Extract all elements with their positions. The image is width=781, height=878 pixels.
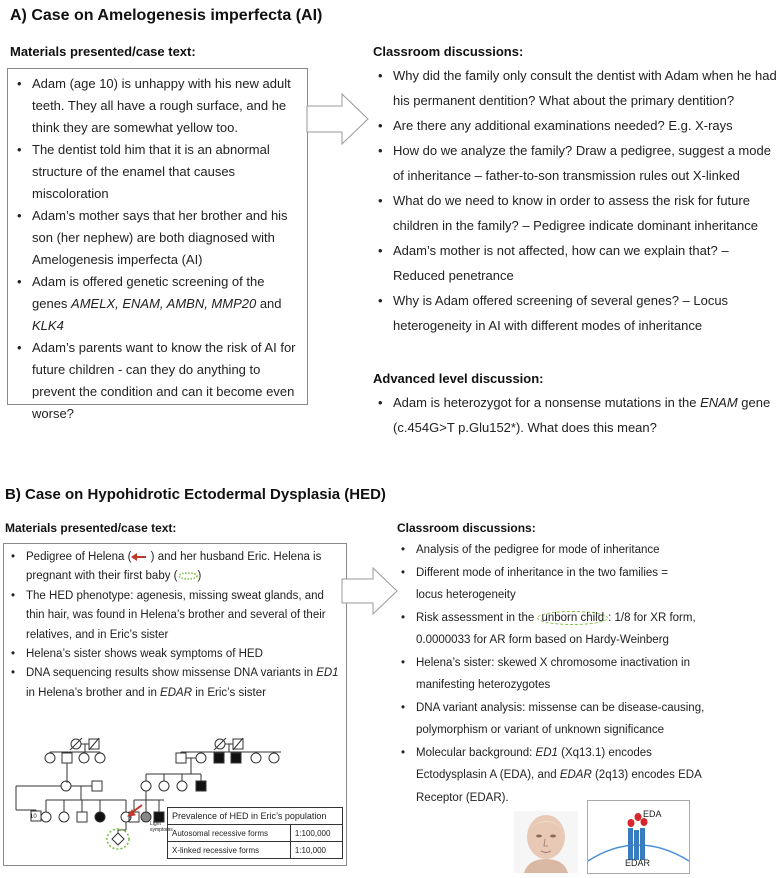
table-row [168, 808, 343, 825]
list-item [373, 288, 778, 338]
discussion-text: Helena’s sister: skewed X chromosome inactivation in manifesting heterozygotes [416, 656, 690, 691]
list-item [12, 205, 299, 271]
edar-label: EDAR [625, 858, 651, 868]
list-item [12, 337, 299, 425]
right-arrow-icon [341, 566, 399, 616]
section-a-materials-box [7, 68, 308, 421]
materials-text: The dentist told him that it is an abnormal structure of the enamel that causes miscoloration [32, 142, 270, 201]
list-item [373, 390, 773, 440]
list-item [12, 271, 299, 337]
list-item [396, 562, 696, 607]
discussion-text: Different mode of inheritance in the two families = locus heterogeneity [416, 566, 668, 601]
discussion-text: Adam’s mother is not affected, how can we explain that? – Reduced penetrance [393, 243, 729, 283]
materials-text: Pedigree of Helena ( [26, 551, 132, 563]
pedigree-number-label: 10 [30, 814, 37, 820]
materials-text: Adam’s mother says that her brother and his son (her nephew) are both diagnosed with Amelogenesis imperfecta (AI) [32, 208, 288, 267]
materials-text: DNA sequencing results show missense DNA variants in [26, 667, 317, 680]
section-a-title: A) Case on Amelogenesis imperfecta (AI) [10, 7, 323, 24]
right-arrow-icon [306, 92, 370, 146]
discussion-text: How do we analyze the family? Draw a pedigree, suggest a mode of inheritance – father-to-son transmission rules out X-linked [393, 143, 771, 183]
section-a-discussion-list [373, 63, 778, 338]
discussion-text: DNA variant analysis: missense can be disease-causing, polymorphism or variant of unknown significance [416, 701, 705, 736]
discussion-text: : 1/8 for XR form, 0.0000033 for AR form based on Hardy-Weinberg [416, 611, 696, 646]
advanced-text: Adam is heterozygot for a nonsense mutations in the [393, 395, 701, 410]
list-item [12, 73, 299, 139]
list-item [12, 139, 299, 205]
gene-name: EDAR [559, 769, 592, 781]
list-item [396, 742, 714, 810]
materials-text: and [256, 296, 282, 311]
gene-name: KLK4 [32, 318, 64, 333]
discussion-text: (Xq13.1) encodes Ectodysplasin A (EDA), and [416, 746, 652, 781]
discussion-text: Why did the family only consult the dentist with Adam when he had his permanent dentition? What about the primary dentition? [393, 68, 777, 108]
list-item [396, 652, 706, 697]
materials-text: Adam is offered genetic screening of the genes [32, 274, 265, 311]
patient-face-image [514, 811, 578, 873]
eda-label: EDA [643, 809, 662, 819]
materials-text: ) [197, 570, 202, 583]
discussion-text: Risk assessment in the [416, 611, 538, 624]
materials-text: in Helena’s brother and in [26, 686, 161, 699]
discussion-text: Are there any additional examinations needed? E.g. X-rays [393, 118, 733, 133]
list-item [373, 113, 778, 138]
list-item [373, 138, 778, 188]
list-item [396, 607, 706, 652]
table-cell: Autosomal recessive forms [168, 825, 291, 842]
section-a-advanced-list [373, 390, 773, 440]
discussion-text: Molecular background: [416, 746, 536, 759]
red-arrow-icon [131, 553, 147, 561]
eda-receptor-figure [587, 800, 690, 874]
list-item [6, 548, 340, 587]
table-title: Prevalence of HED in Eric’s population [168, 808, 343, 825]
section-b-materials-heading: Materials presented/case text: [5, 521, 177, 535]
list-item [373, 63, 778, 113]
dotted-circle-icon [178, 572, 198, 580]
gene-name: ENAM [700, 395, 738, 410]
unborn-child-highlight: unborn child [537, 611, 608, 625]
section-a-discussion-heading: Classroom discussions: [373, 44, 524, 59]
discussion-text: Analysis of the pedigree for mode of inheritance [416, 544, 660, 556]
materials-text: The HED phenotype: agenesis, missing sweat glands, and thin hair, was found in Helena’s brother and several of their relatives, and in Eric’s sister [26, 589, 326, 641]
section-b-discussion-list [396, 539, 781, 809]
table-cell: X-linked recessive forms [168, 842, 291, 859]
list-item [6, 587, 340, 645]
table-row [168, 825, 343, 842]
list-item [396, 539, 781, 562]
list-item [373, 238, 778, 288]
section-a-materials-heading: Materials presented/case text: [10, 44, 196, 59]
materials-text: ) and her husband Eric. Helena is pregnant with their first baby ( [26, 551, 322, 583]
section-a-advanced-heading: Advanced level discussion: [373, 371, 544, 386]
gene-name: ED1 [316, 667, 339, 680]
discussion-text: (2q13) encodes EDA Receptor (EDAR). [416, 769, 702, 804]
table-cell: 1:100,000 [290, 825, 342, 842]
gene-name: ED1 [535, 746, 558, 759]
materials-text: Adam (age 10) is unhappy with his new adult teeth. They all have a rough surface, and he think they are somewhat yellow too. [32, 76, 291, 135]
list-item [6, 664, 340, 703]
list-item [373, 188, 778, 238]
list-item [396, 697, 706, 742]
prevalence-table [167, 807, 343, 859]
materials-text: Adam’s parents want to know the risk of AI for future children - can they do anything to prevent the condition and can it become even worse? [32, 340, 296, 421]
section-b-discussion-heading: Classroom discussions: [397, 521, 536, 535]
advanced-text: gene (c.454G>T p.Glu152*). What does this mean? [393, 395, 771, 435]
gene-names: AMELX, ENAM, AMBN, MMP20 [71, 296, 257, 311]
gene-name: EDAR [160, 686, 192, 699]
light-symptoms-label: Light symptoms [150, 821, 173, 833]
materials-text: Helena’s sister shows weak symptoms of HED [26, 648, 263, 661]
table-row [168, 842, 343, 859]
list-item [6, 645, 340, 664]
discussion-text: Why is Adam offered screening of several genes? – Locus heterogeneity in AI with different modes of inheritance [393, 293, 729, 333]
discussion-text: What do we need to know in order to assess the risk for future children in the family? – Pedigree indicate dominant inheritance [393, 193, 758, 233]
table-cell: 1:10,000 [290, 842, 342, 859]
section-b-title: B) Case on Hypohidrotic Ectodermal Dysplasia (HED) [5, 486, 386, 503]
materials-text: in Eric’s sister [192, 686, 266, 699]
